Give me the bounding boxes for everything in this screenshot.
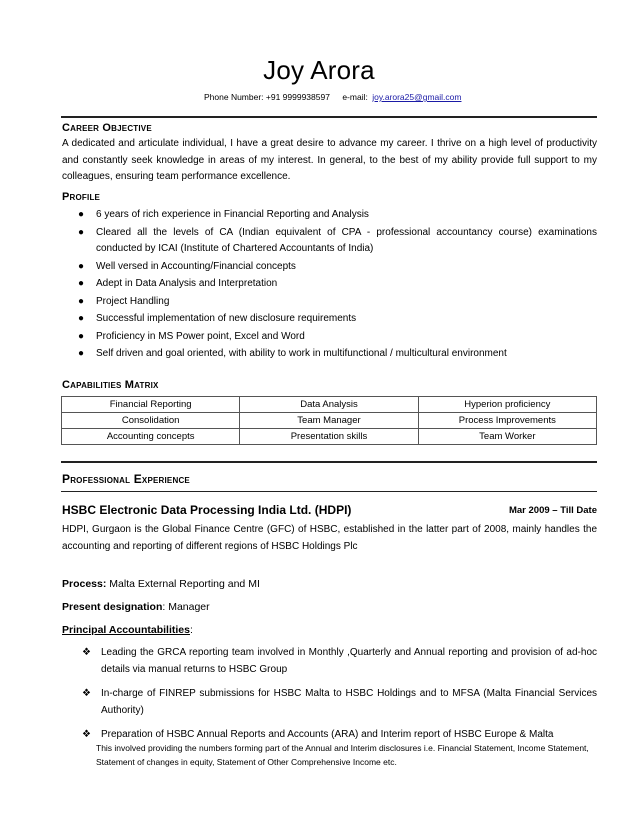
table-cell: Financial Reporting — [62, 397, 240, 413]
bullet-icon: ● — [78, 330, 85, 342]
process-value: Malta External Reporting and MI — [109, 578, 260, 590]
company-row — [62, 503, 597, 517]
table-cell: Process Improvements — [418, 413, 596, 429]
ara-note: This involved providing the numbers forming part of the Annual and Interim disclosures i.e. Financial Statement, Income Statement, Statement of changes in equity, Statement of Other Comprehensive Income etc. — [96, 743, 589, 767]
accountabilities-list — [62, 645, 597, 752]
phone-number: Phone Number: +91 9999938597 — [204, 92, 330, 102]
section-divider — [61, 116, 597, 118]
accountabilities-colon: : — [189, 624, 193, 636]
bullet-icon: ● — [78, 260, 85, 272]
process-label: Process: — [62, 578, 107, 590]
bullet-icon: ● — [78, 226, 85, 238]
diamond-bullet-icon: ❖ — [82, 688, 91, 699]
candidate-name: Joy Arora — [263, 55, 375, 85]
list-item: ● Self driven and goal oriented, with ability to work in multifunctional / multicultural environment — [62, 346, 597, 363]
table-cell: Consolidation — [62, 413, 240, 429]
career-objective-text: A dedicated and articulate individual, I have a great desire to advance my career. I thrive on a high level of productivity and constantly seek knowledge in areas of my interest. In general, to the best of my ability provide full support to my colleagues, ensuring team performance excellence. — [62, 138, 597, 182]
accountabilities-line — [62, 624, 193, 636]
table-cell: Team Worker — [418, 429, 596, 445]
diamond-bullet-icon: ❖ — [82, 647, 91, 658]
table-cell: Data Analysis — [240, 397, 418, 413]
table-cell: Hyperion proficiency — [418, 397, 596, 413]
email-label: e-mail: — [342, 92, 368, 102]
profile-heading: Profile — [62, 191, 101, 203]
capabilities-table — [61, 396, 597, 445]
company-abbr: (HDPI) — [314, 503, 352, 517]
bullet-icon: ● — [78, 348, 85, 359]
table-cell: Accounting concepts — [62, 429, 240, 445]
accountabilities-label: Principal Accountabilities — [62, 624, 190, 636]
table-cell: Team Manager — [240, 413, 418, 429]
section-divider — [61, 491, 597, 492]
email-link[interactable]: joy.arora25@gmail.com — [372, 92, 462, 102]
designation-label: Present designation — [62, 601, 163, 613]
capabilities-heading: Capabilities Matrix — [62, 379, 159, 391]
bullet-icon: ● — [78, 313, 85, 324]
list-item: ● Well versed in Accounting/Financial concepts — [62, 259, 597, 276]
profile-list — [62, 207, 597, 364]
designation-value: : Manager — [162, 601, 210, 613]
list-item: ❖ Leading the GRCA reporting team involved in Monthly ,Quarterly and Annual reporting and provision of ad-hoc details via manual returns to HSBC Group — [82, 647, 597, 675]
list-item: ● Successful implementation of new disclosure requirements — [62, 311, 597, 328]
list-item: ● 6 years of rich experience in Financial Reporting and Analysis — [62, 207, 597, 224]
table-cell: Presentation skills — [240, 429, 418, 445]
list-item: ● Cleared all the levels of CA (Indian equivalent of CPA - professional accountancy course) examinations conducted by ICAI (Institute of Chartered Accountants of India) — [78, 226, 597, 254]
bullet-icon: ● — [78, 295, 85, 307]
section-divider — [61, 461, 597, 463]
list-item: ❖ Preparation of HSBC Annual Reports and Accounts (ARA) and Interim report of HSBC Europe & Malta — [62, 727, 597, 744]
table-row — [62, 397, 597, 413]
career-objective-heading: Career Objective — [62, 122, 152, 134]
experience-heading: Professional Experience — [62, 472, 190, 486]
company-description: HDPI, Gurgaon is the Global Finance Centre (GFC) of HSBC, established in the latter part of 2008, mainly handles the accounting and reporting of different regions of HSBC Holdings Plc — [62, 524, 597, 552]
bullet-icon: ● — [78, 278, 85, 289]
table-row — [62, 413, 597, 429]
contact-line — [204, 92, 461, 102]
employment-dates: Mar 2009 – Till Date — [508, 505, 597, 516]
bullet-icon: ● — [78, 209, 85, 220]
process-line — [62, 578, 260, 590]
diamond-bullet-icon: ❖ — [82, 729, 91, 740]
table-row — [62, 429, 597, 445]
company-name: HSBC Electronic Data Processing India Ltd. — [62, 503, 312, 517]
list-item: ❖ In-charge of FINREP submissions for HSBC Malta to HSBC Holdings and to MFSA (Malta Financial Services Authority) — [82, 688, 597, 716]
designation-line — [62, 601, 210, 613]
list-item: ● Proficiency in MS Power point, Excel and Word — [62, 329, 597, 346]
list-item: ● Project Handling — [62, 294, 597, 311]
list-item: ● Adept in Data Analysis and Interpretation — [62, 276, 597, 293]
